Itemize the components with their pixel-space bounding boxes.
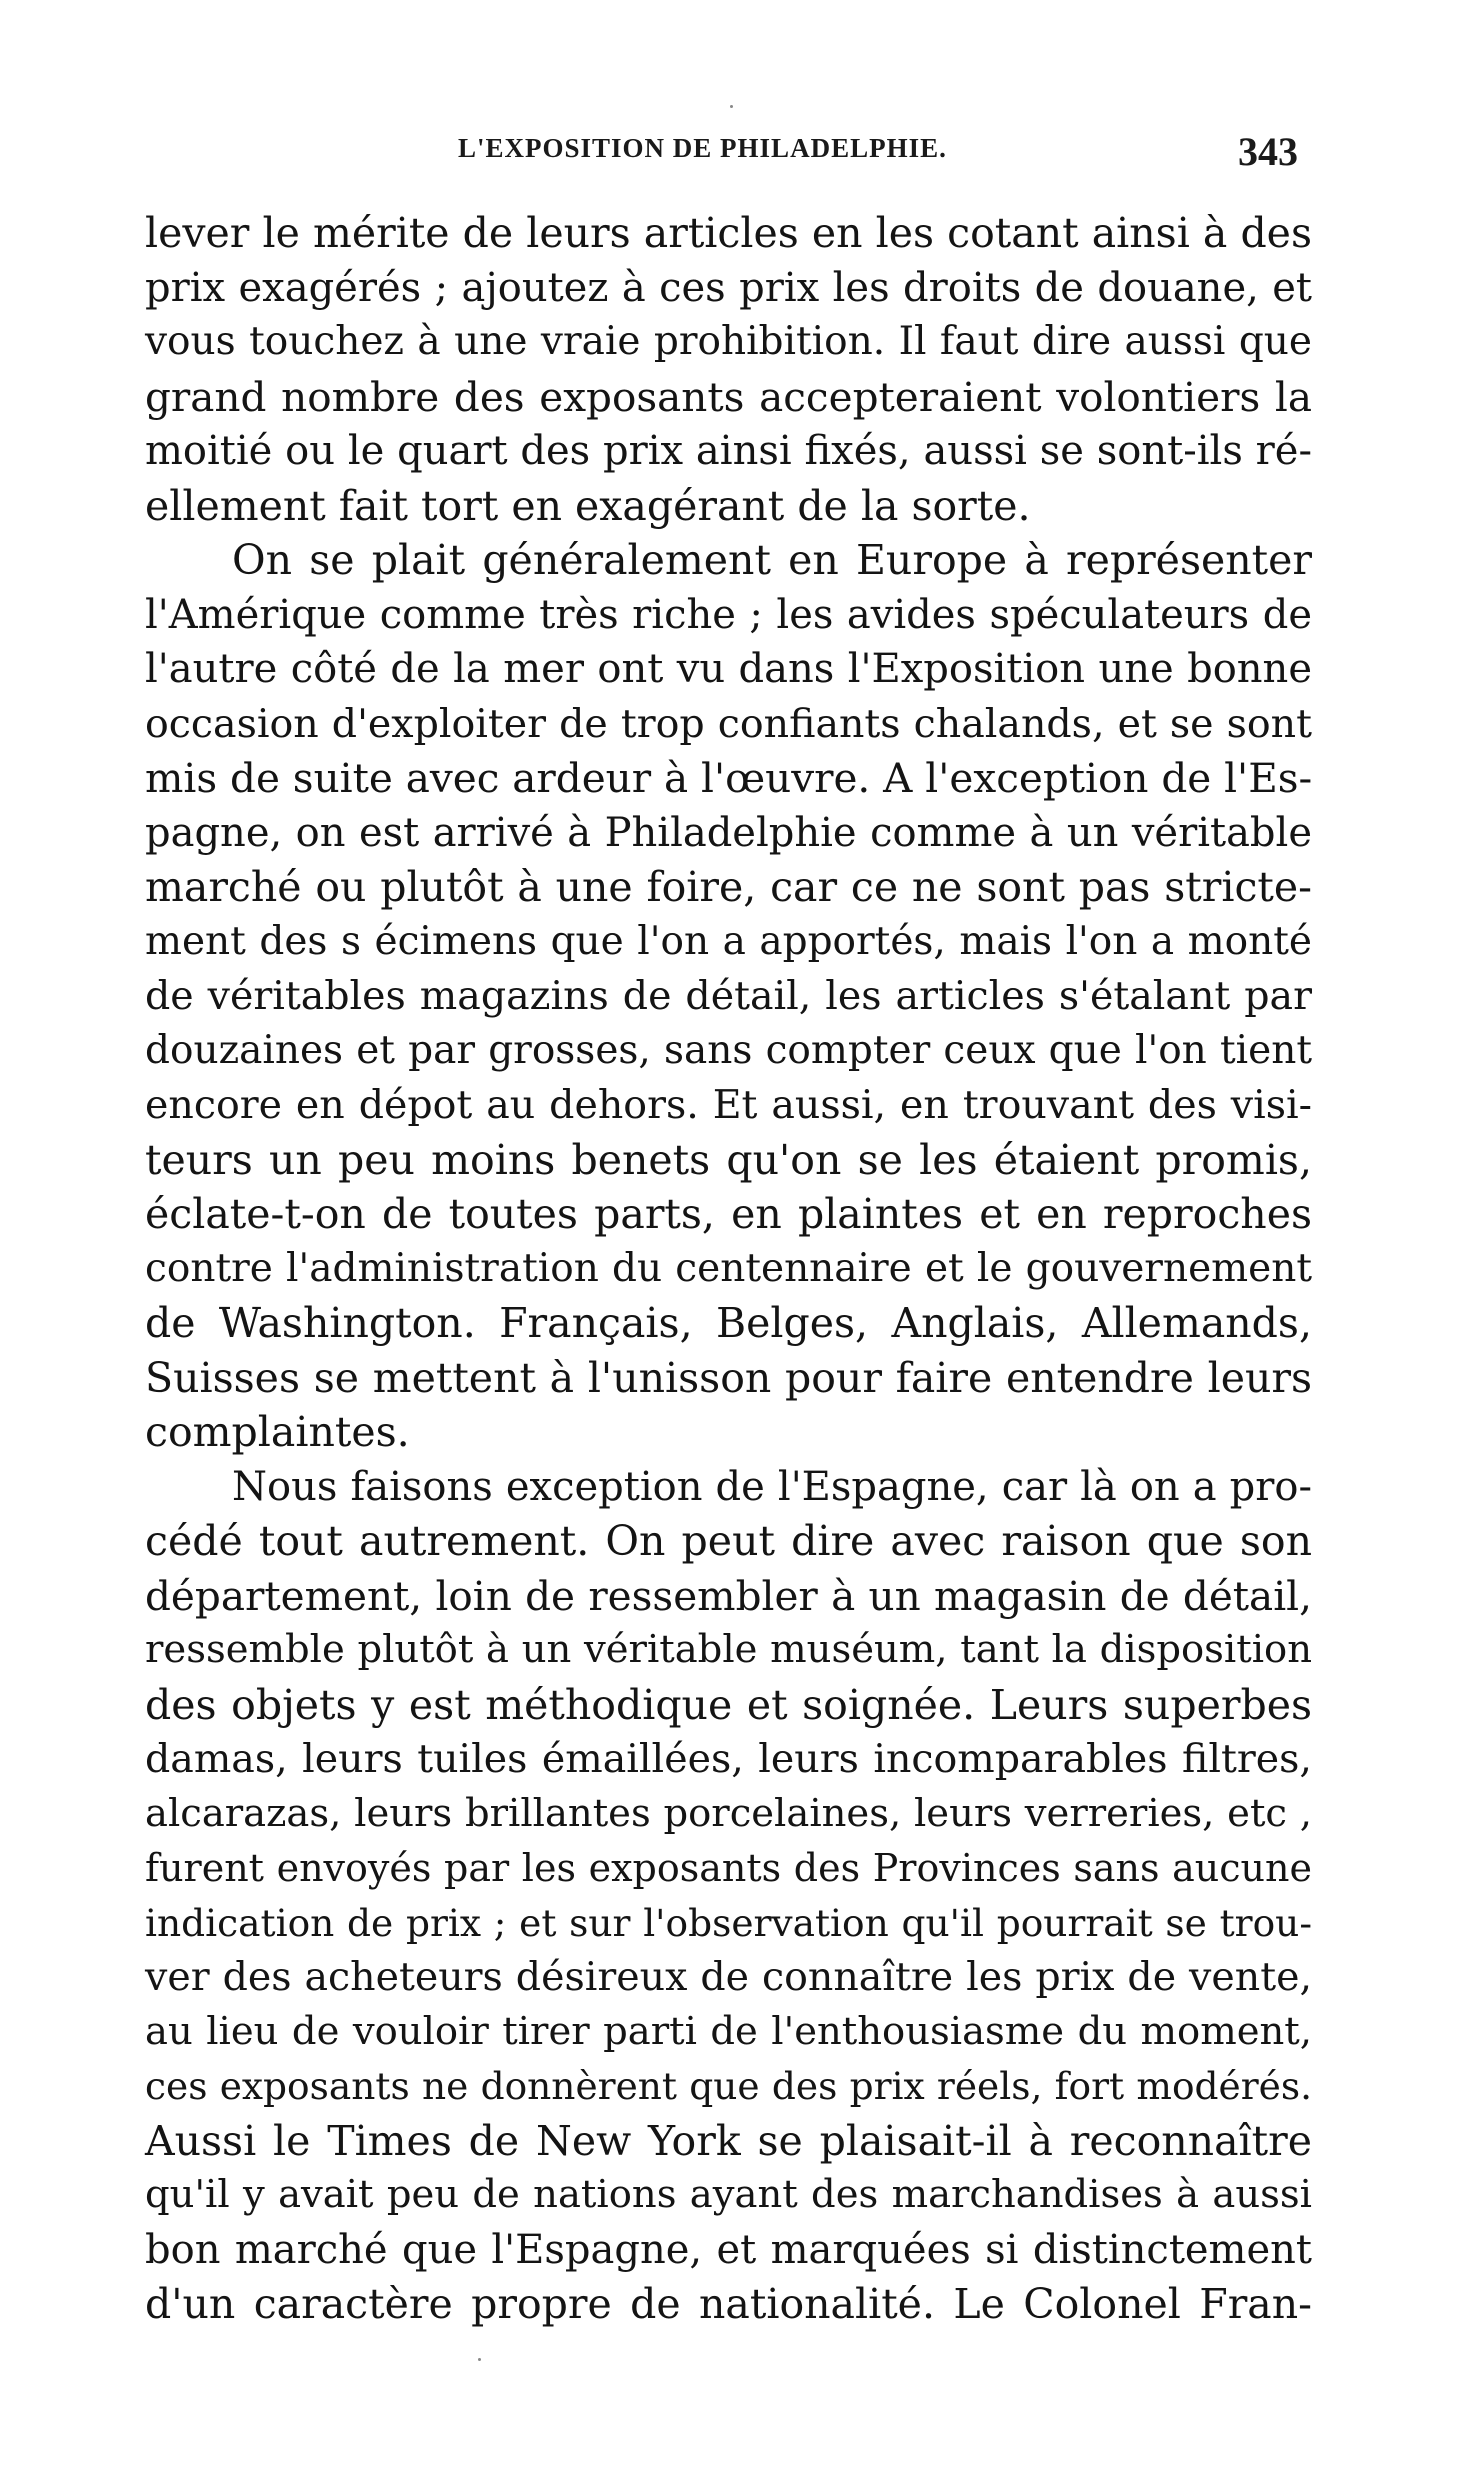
text-line: grand nombre des exposants accepteraient volontiers la <box>145 372 1312 421</box>
text-line: occasion d'exploiter de trop confiants chalands, et se sont <box>145 700 1312 747</box>
text-line: éclate-t-on de toutes parts, en plaintes et en reproches <box>145 1190 1312 1238</box>
page-number: 343 <box>1238 129 1298 174</box>
text-line: complaintes. <box>145 1408 410 1456</box>
text-line: prix exagérés ; ajoutez à ces prix les droits de douane, et <box>145 264 1312 311</box>
text-line: douzaines et par grosses, sans compter ceux que l'on tient <box>145 1027 1312 1073</box>
text-line: damas, leurs tuiles émaillées, leurs incomparables filtres, <box>145 1736 1312 1782</box>
running-title: L'EXPOSITION DE PHILADELPHIE. <box>458 133 947 163</box>
text-line: contre l'administration du centennaire et le gouvernement <box>145 1245 1312 1291</box>
text-line: moitié ou le quart des prix ainsi fixés, aussi se sont-ils ré- <box>145 428 1312 474</box>
text-line: de véritables magazins de détail, les articles s'étalant par <box>145 973 1312 1019</box>
text-line: teurs un peu moins benets qu'on se les étaient promis, <box>145 1135 1312 1184</box>
text-line: des objets y est méthodique et soignée. Leurs superbes <box>145 1680 1312 1729</box>
text-line: bon marché que l'Espagne, et marquées si distinctement <box>145 2226 1312 2273</box>
text-line: indication de prix ; et sur l'observation qu'il pourrait se trou- <box>145 1900 1312 1945</box>
text-line: département, loin de ressembler à un magasin de détail, <box>145 1571 1312 1620</box>
text-line: marché ou plutôt à une foire, car ce ne sont pas stricte- <box>145 863 1312 911</box>
body-text <box>145 206 1312 2332</box>
text-line: l'Amérique comme très riche ; les avides spéculateurs de <box>145 591 1312 638</box>
text-line: ces exposants ne donnèrent que des prix réels, fort modérés. <box>145 2064 1312 2108</box>
text-line: au lieu de vouloir tirer parti de l'enthousiasme du moment, <box>145 2008 1312 2054</box>
scan-speck <box>730 105 733 108</box>
text-line: alcarazas, leurs brillantes porcelaines, leurs verreries, etc , <box>145 1790 1312 1836</box>
text-line: ver des acheteurs désireux de connaître les prix de vente, <box>145 1954 1312 2000</box>
text-line: ressemble plutôt à un véritable muséum, tant la disposition <box>145 1627 1312 1672</box>
text-line: mis de suite avec ardeur à l'œuvre. A l'exception de l'Es- <box>145 754 1313 802</box>
text-line: Suisses se mettent à l'unisson pour faire entendre leurs <box>145 1353 1312 1402</box>
text-line: qu'il y avait peu de nations ayant des marchandises à aussi <box>145 2172 1312 2217</box>
text-line: ellement fait tort en exagérant de la sorte. <box>145 481 1031 530</box>
text-line: cédé tout autrement. On peut dire avec raison que son <box>145 1517 1312 1565</box>
text-line: pagne, on est arrivé à Philadelphie comme à un véritable <box>145 809 1312 856</box>
text-line: ment des s écimens que l'on a apportés, mais l'on a monté <box>145 918 1312 964</box>
text-line: vous touchez à une vraie prohibition. Il faut dire aussi que <box>145 319 1312 364</box>
text-line: encore en dépot au dehors. Et aussi, en trouvant des visi- <box>145 1082 1312 1128</box>
text-line: de Washington. Français, Belges, Anglais, Allemands, <box>145 1299 1312 1347</box>
scan-speck <box>478 2358 481 2361</box>
text-line: d'un caractère propre de nationalité. Le Colonel Fran- <box>145 2280 1312 2328</box>
text-line: Nous faisons exception de l'Espagne, car là on a pro- <box>232 1463 1312 1510</box>
text-line: furent envoyés par les exposants des Provinces sans aucune <box>145 1846 1312 1890</box>
text-line: l'autre côté de la mer ont vu dans l'Exposition une bonne <box>145 646 1312 692</box>
text-line: On se plait généralement en Europe à représenter <box>232 536 1312 584</box>
text-line: lever le mérite de leurs articles en les cotant ainsi à des <box>145 209 1312 257</box>
text-line: Aussi le Times de New York se plaisait-il à reconnaître <box>145 2116 1312 2165</box>
